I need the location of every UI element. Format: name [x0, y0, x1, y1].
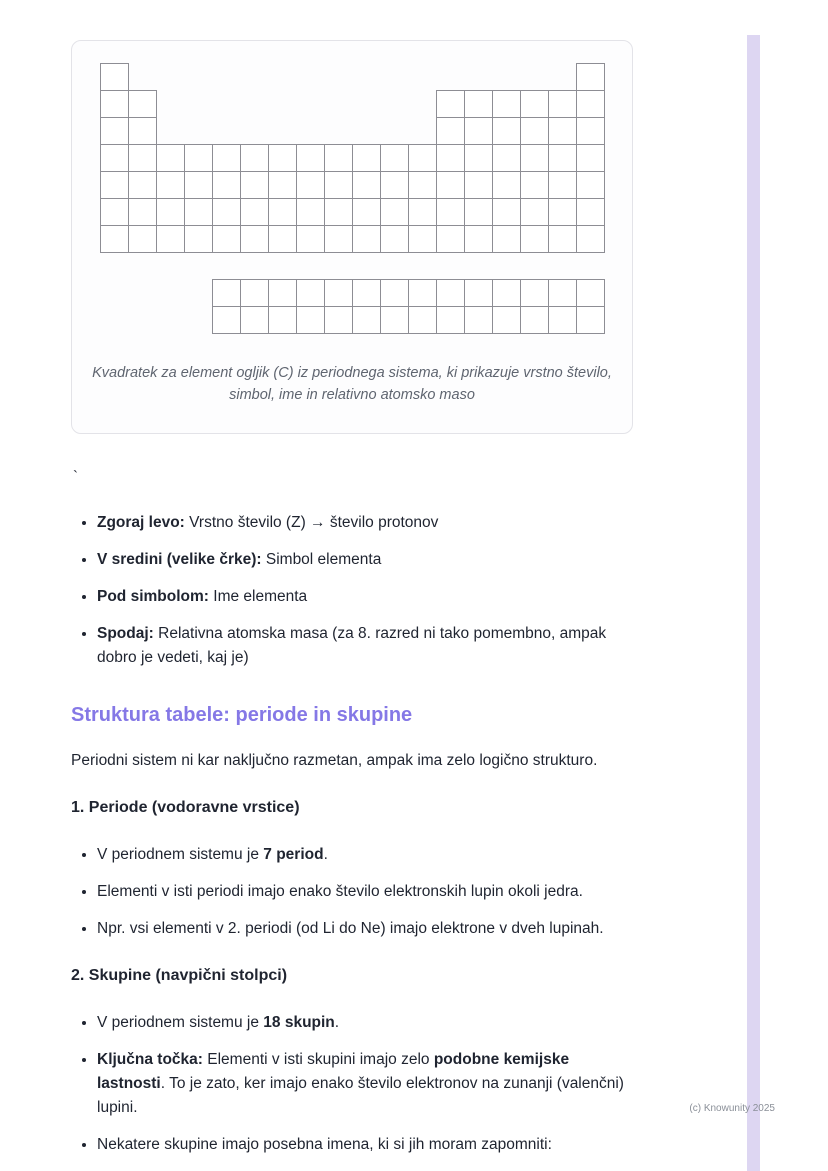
list-item: • Nekatere skupine imajo posebna imena, ki si jih moram zapomniti:	[97, 1133, 633, 1157]
list-item: • Elementi v isti periodi imajo enako število elektronskih lupin okoli jedra.	[97, 880, 633, 904]
periodic-table-cell	[576, 198, 605, 226]
periodic-table-cell	[100, 225, 129, 253]
periodic-table-cell	[268, 171, 297, 199]
periodic-table-cell	[240, 144, 269, 172]
periodic-table-cell	[100, 63, 129, 91]
periodic-table-cell	[324, 198, 353, 226]
periodic-table-cell	[436, 90, 465, 118]
periodic-table-cell	[352, 225, 381, 253]
subheading-groups: 2. Skupine (navpični stolpci)	[71, 967, 288, 985]
periodic-table-cell	[296, 171, 325, 199]
periodic-table-cell	[548, 279, 577, 307]
periodic-table-cell	[520, 198, 549, 226]
periodic-table-cell	[352, 198, 381, 226]
periodic-table-cell	[548, 225, 577, 253]
periodic-table-cell	[100, 144, 129, 172]
periodic-table-cell	[408, 171, 437, 199]
periodic-table-cell	[464, 306, 493, 334]
periodic-table-cell	[520, 279, 549, 307]
periodic-table-cell	[212, 279, 241, 307]
periodic-table-cell	[492, 225, 521, 253]
periodic-table-cell	[352, 306, 381, 334]
periodic-table-cell	[100, 198, 129, 226]
periodic-table-cell	[436, 117, 465, 145]
list-item: • Npr. vsi elementi v 2. periodi (od Li do Ne) imajo elektrone v dveh lupinah.	[97, 917, 633, 941]
periodic-table-cell	[464, 117, 493, 145]
periodic-table-cell	[576, 117, 605, 145]
list-item: • V periodnem sistemu je 18 skupin.	[97, 1011, 633, 1035]
periodic-table-cell	[492, 90, 521, 118]
periodic-table-cell	[492, 279, 521, 307]
periodic-table-cell	[240, 171, 269, 199]
periodic-table-cell	[156, 225, 185, 253]
periodic-table-cell	[184, 171, 213, 199]
periodic-table-cell	[576, 63, 605, 91]
periodic-table-cell	[436, 171, 465, 199]
periodic-table-cell	[436, 279, 465, 307]
periodic-table-cell	[520, 90, 549, 118]
figure-card	[71, 40, 633, 434]
periodic-table-cell	[520, 306, 549, 334]
periodic-table-cell	[100, 171, 129, 199]
periodic-table-cell	[184, 144, 213, 172]
list-item: • Ključna točka: Elementi v isti skupini imajo zelo podobne kemijske lastnosti. To je zato, ker imajo enako število elektronov na zunanji (valenčni) lupini.	[97, 1048, 633, 1120]
periodic-table-cell	[352, 144, 381, 172]
figure-caption: Kvadratek za element ogljik (C) iz periodnega sistema, ki prikazuje vrstno število, simbol, ime in relativno atomsko maso	[92, 365, 612, 404]
periodic-table-cell	[408, 306, 437, 334]
periodic-table-cell	[156, 144, 185, 172]
periodic-table-cell	[156, 171, 185, 199]
periodic-table-cell	[380, 279, 409, 307]
subheading-periods: 1. Periode (vodoravne vrstice)	[71, 799, 300, 817]
periodic-table-cell	[324, 306, 353, 334]
periods-list	[71, 843, 633, 941]
periodic-table-cell	[576, 90, 605, 118]
periodic-table-cell	[548, 171, 577, 199]
periodic-table-cell	[576, 279, 605, 307]
periodic-table-cell	[436, 225, 465, 253]
periodic-table-cell	[492, 198, 521, 226]
periodic-table-cell	[324, 171, 353, 199]
periodic-table-cell	[212, 171, 241, 199]
periodic-table-cell	[520, 144, 549, 172]
periodic-table-cell	[324, 279, 353, 307]
periodic-table-cell	[240, 225, 269, 253]
periodic-table-cell	[436, 198, 465, 226]
periodic-table-cell	[128, 225, 157, 253]
intro-paragraph: Periodni sistem ni kar naključno razmetan, ampak ima zelo logično strukturo.	[71, 752, 598, 770]
list-item: • Spodaj: Relativna atomska masa (za 8. razred ni tako pomembno, ampak dobro je vedeti, kaj je)	[97, 622, 633, 670]
list-item: • V periodnem sistemu je 7 period.	[97, 843, 633, 867]
periodic-table-cell	[492, 171, 521, 199]
periodic-table-sketch	[100, 63, 605, 334]
periodic-table-cell	[212, 306, 241, 334]
periodic-table-cell	[212, 198, 241, 226]
periodic-table-cell	[324, 144, 353, 172]
periodic-table-cell	[100, 90, 129, 118]
periodic-table-cell	[128, 171, 157, 199]
periodic-table-cell	[464, 171, 493, 199]
copyright-watermark: (c) Knowunity 2025	[689, 1103, 775, 1114]
periodic-table-cell	[380, 198, 409, 226]
periodic-table-cell	[128, 144, 157, 172]
periodic-table-cell	[128, 198, 157, 226]
periodic-table-cell	[380, 144, 409, 172]
periodic-table-cell	[436, 306, 465, 334]
periodic-table-cell	[296, 306, 325, 334]
list-item: • Pod simbolom: Ime elementa	[97, 585, 633, 609]
element-box-anatomy-list	[71, 511, 633, 670]
periodic-table-cell	[212, 225, 241, 253]
periodic-table-cell	[268, 306, 297, 334]
periodic-table-cell	[296, 144, 325, 172]
periodic-table-cell	[492, 144, 521, 172]
periodic-table-cell	[520, 225, 549, 253]
periodic-table-cell	[240, 279, 269, 307]
periodic-table-cell	[268, 144, 297, 172]
periodic-table-cell	[184, 225, 213, 253]
list-item: • Zgoraj levo: Vrstno število (Z) → število protonov	[97, 511, 633, 535]
periodic-table-cell	[352, 171, 381, 199]
periodic-table-cell	[548, 144, 577, 172]
periodic-table-cell	[156, 198, 185, 226]
periodic-table-cell	[296, 225, 325, 253]
periodic-table-cell	[464, 279, 493, 307]
periodic-table-cell	[100, 117, 129, 145]
stray-backtick-text: `	[73, 467, 78, 485]
periodic-table-cell	[548, 306, 577, 334]
periodic-table-cell	[268, 198, 297, 226]
page-edge-strip	[747, 35, 760, 1171]
periodic-table-cell	[380, 171, 409, 199]
periodic-table-cell	[576, 306, 605, 334]
periodic-table-cell	[380, 306, 409, 334]
periodic-table-cell	[408, 279, 437, 307]
periodic-table-cell	[240, 306, 269, 334]
periodic-table-cell	[548, 90, 577, 118]
periodic-table-cell	[408, 225, 437, 253]
periodic-table-cell	[464, 144, 493, 172]
periodic-table-cell	[464, 225, 493, 253]
periodic-table-cell	[128, 90, 157, 118]
periodic-table-cell	[520, 171, 549, 199]
periodic-table-cell	[352, 279, 381, 307]
periodic-table-cell	[464, 198, 493, 226]
periodic-table-cell	[268, 279, 297, 307]
periodic-table-cell	[212, 144, 241, 172]
periodic-table-cell	[492, 306, 521, 334]
periodic-table-cell	[296, 279, 325, 307]
periodic-table-cell	[380, 225, 409, 253]
periodic-table-cell	[576, 144, 605, 172]
periodic-table-cell	[296, 198, 325, 226]
periodic-table-cell	[324, 225, 353, 253]
section-heading: Struktura tabele: periode in skupine	[71, 704, 413, 727]
periodic-table-cell	[408, 198, 437, 226]
groups-list	[71, 1011, 633, 1157]
periodic-table-cell	[240, 198, 269, 226]
periodic-table-cell	[576, 225, 605, 253]
periodic-table-cell	[184, 198, 213, 226]
list-item: • V sredini (velike črke): Simbol elementa	[97, 548, 633, 572]
periodic-table-cell	[268, 225, 297, 253]
periodic-table-cell	[408, 144, 437, 172]
periodic-table-cell	[492, 117, 521, 145]
periodic-table-cell	[436, 144, 465, 172]
periodic-table-cell	[548, 117, 577, 145]
document-page	[71, 40, 633, 1170]
periodic-table-cell	[548, 198, 577, 226]
periodic-table-cell	[464, 90, 493, 118]
periodic-table-cell	[128, 117, 157, 145]
periodic-table-cell	[520, 117, 549, 145]
periodic-table-cell	[576, 171, 605, 199]
